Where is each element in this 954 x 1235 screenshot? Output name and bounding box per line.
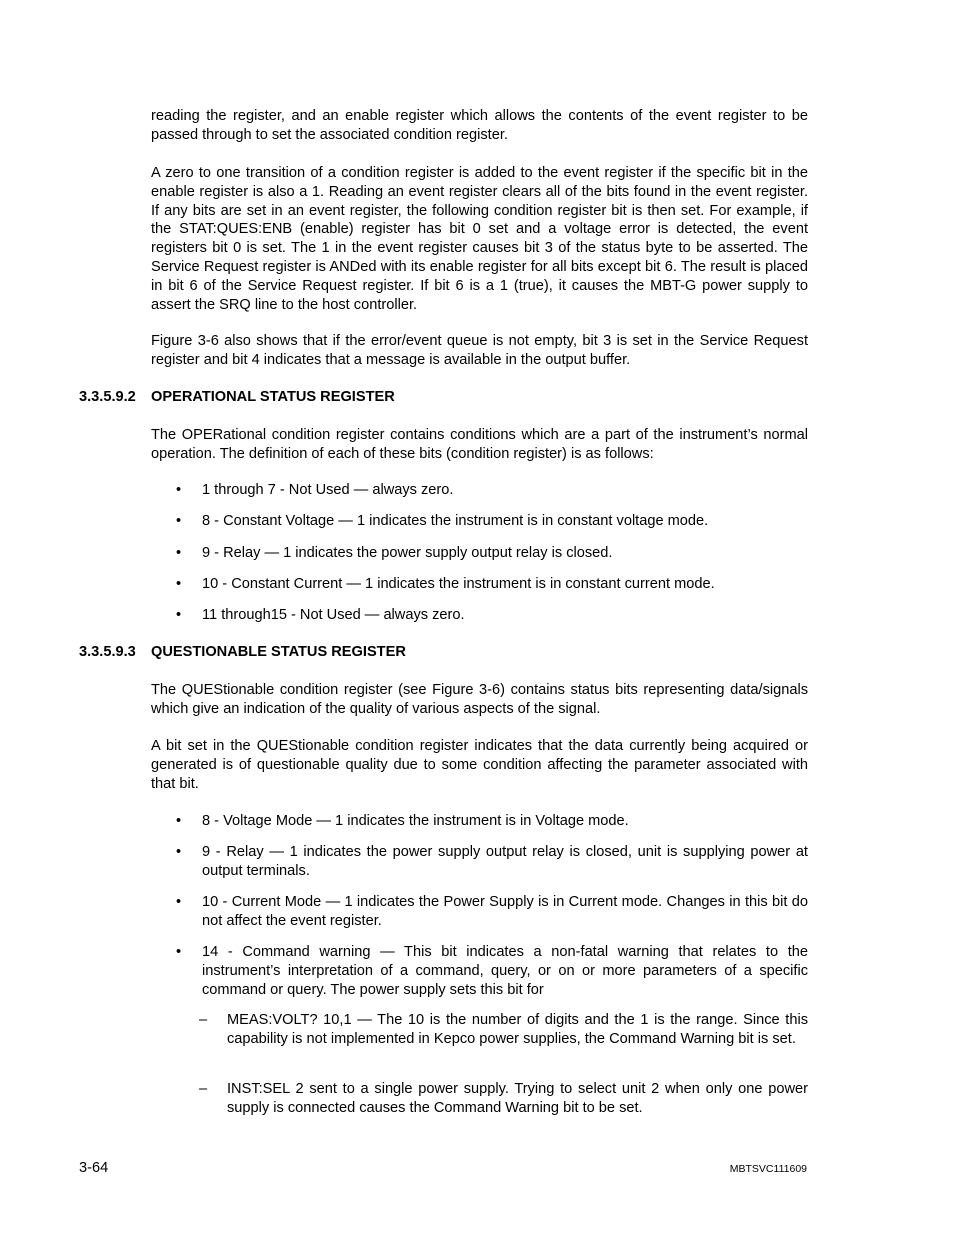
section-title: OPERATIONAL STATUS REGISTER xyxy=(151,389,395,405)
document-code: MBTSVC111609 xyxy=(729,1163,807,1175)
list-item-text: 8 - Voltage Mode — 1 indicates the instrument is in Voltage mode. xyxy=(202,813,629,829)
list-item xyxy=(176,481,808,500)
sub-list-item xyxy=(199,1080,808,1118)
intro-paragraph-2: A zero to one transition of a condition register is added to the event register if the specific bit in the enable register is also a 1. Reading an event register clears all of the bits found in the event register. If any bits are set in an event register, the following condition register bit is then set. For example, if the STAT:QUES:ENB (enable) register has bit 0 set and a voltage error is detected, the event registers bit 0 is set. The 1 in the event register causes bit 3 of the status byte to be asserted. The Service Request register is ANDed with its enable register for all bits except bit 6. The result is placed in bit 6 of the Service Request register. If bit 6 is a 1 (true), it causes the MBT-G power supply to assert the SRQ line to the host controller. xyxy=(151,165,808,313)
operational-paragraph: The OPERational condition register contains conditions which are a part of the instrument’s normal operation. The definition of each of these bits (condition register) is as follows: xyxy=(151,427,808,462)
sub-list-item-text: INST:SEL 2 sent to a single power supply. Trying to select unit 2 when only one power supply is connected causes the Command Warning bit to be set. xyxy=(227,1081,808,1116)
section-number: 3.3.5.9.3 xyxy=(79,644,136,660)
list-item xyxy=(176,843,808,881)
bullet-icon: • xyxy=(176,813,182,829)
bullet-icon: • xyxy=(176,513,182,529)
intro-paragraph-3: Figure 3-6 also shows that if the error/event queue is not empty, bit 3 is set in the Service Request register and bit 4 indicates that a message is available in the output buffer. xyxy=(151,333,808,368)
section-title: QUESTIONABLE STATUS REGISTER xyxy=(151,644,406,660)
section-heading-questionable xyxy=(79,643,406,662)
bullet-icon: • xyxy=(176,482,182,498)
list-item-text: 14 - Command warning — This bit indicates a non-fatal warning that relates to the instrument’s interpretation of a command, query, or on or more parameters of a specific command or query. The power supply sets this bit for xyxy=(202,944,808,998)
bullet-icon: • xyxy=(176,576,182,592)
bullet-icon: • xyxy=(176,545,182,561)
bullet-icon: • xyxy=(176,607,182,623)
section-number: 3.3.5.9.2 xyxy=(79,389,136,405)
bullet-icon: • xyxy=(176,844,182,860)
list-item-text: 11 through15 - Not Used — always zero. xyxy=(202,607,465,623)
dash-icon: – xyxy=(199,1012,208,1028)
list-item xyxy=(176,943,808,999)
list-item-text: 9 - Relay — 1 indicates the power supply output relay is closed. xyxy=(202,545,613,561)
questionable-paragraph-2: A bit set in the QUEStionable condition register indicates that the data currently being acquired or generated is of questionable quality due to some condition affecting the parameter associated with that bit. xyxy=(151,738,808,792)
questionable-paragraph-1: The QUEStionable condition register (see Figure 3-6) contains status bits representing data/signals which give an indication of the quality of various aspects of the signal. xyxy=(151,682,808,717)
list-item-text: 10 - Constant Current — 1 indicates the instrument is in constant current mode. xyxy=(202,576,715,592)
sub-list-item-text: MEAS:VOLT? 10,1 — The 10 is the number of digits and the 1 is the range. Since this capability is not implemented in Kepco power supplies, the Command Warning bit is set. xyxy=(227,1012,808,1047)
list-item-text: 8 - Constant Voltage — 1 indicates the instrument is in constant voltage mode. xyxy=(202,513,709,529)
list-item xyxy=(176,544,808,563)
list-item xyxy=(176,812,808,831)
list-item xyxy=(176,575,808,594)
list-item-text: 10 - Current Mode — 1 indicates the Power Supply is in Current mode. Changes in this bit do not affect the event register. xyxy=(202,894,808,929)
bullet-icon: • xyxy=(176,944,182,960)
list-item xyxy=(176,512,808,531)
list-item xyxy=(176,606,808,625)
dash-icon: – xyxy=(199,1081,208,1097)
sub-list-item xyxy=(199,1011,808,1049)
page-number: 3-64 xyxy=(79,1160,109,1176)
list-item-text: 9 - Relay — 1 indicates the power supply output relay is closed, unit is supplying power at output terminals. xyxy=(202,844,808,879)
intro-paragraph-1: reading the register, and an enable register which allows the contents of the event register to be passed through to set the associated condition register. xyxy=(151,108,808,143)
bullet-icon: • xyxy=(176,894,182,910)
list-item-text: 1 through 7 - Not Used — always zero. xyxy=(202,482,454,498)
section-heading-operational xyxy=(79,388,395,407)
list-item xyxy=(176,893,808,931)
